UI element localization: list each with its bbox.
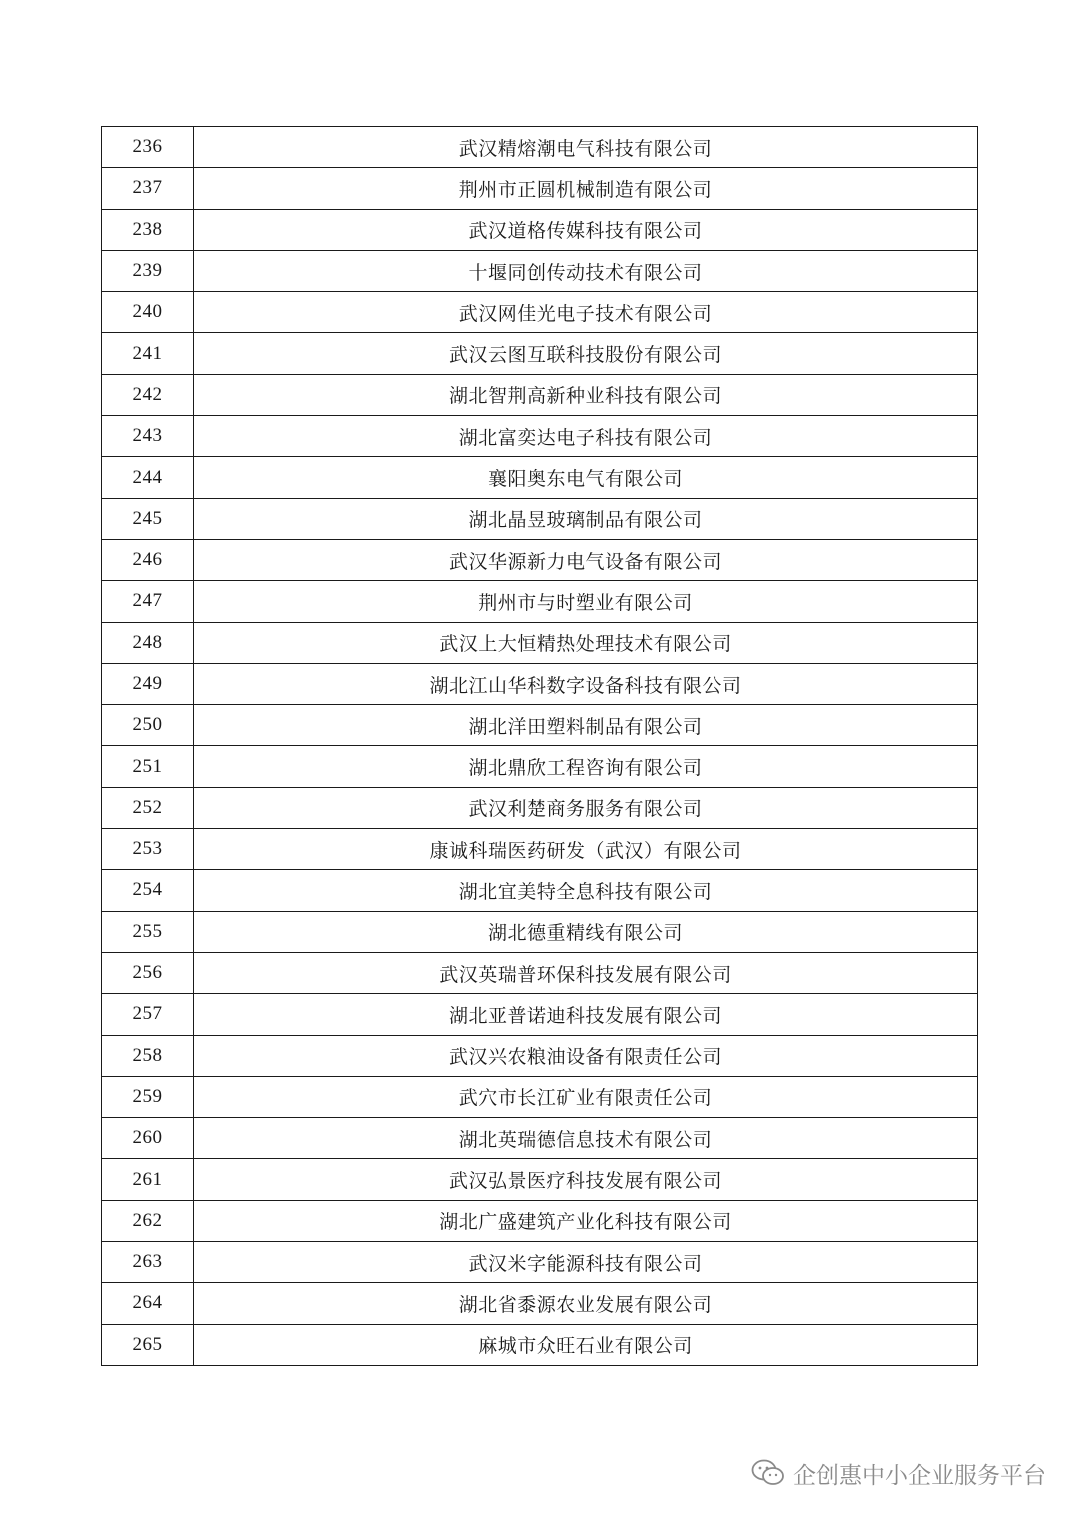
company-name-cell: 湖北洋田塑料制品有限公司	[194, 705, 978, 746]
table-row	[102, 416, 978, 457]
row-number-cell: 254	[102, 870, 194, 911]
company-name-cell: 湖北智荆高新种业科技有限公司	[194, 374, 978, 415]
company-name-cell: 湖北晶昱玻璃制品有限公司	[194, 498, 978, 539]
table-row	[102, 1324, 978, 1365]
row-number-cell: 240	[102, 292, 194, 333]
table-row	[102, 622, 978, 663]
table-row	[102, 1283, 978, 1324]
row-number-cell: 249	[102, 663, 194, 704]
table-row	[102, 250, 978, 291]
row-number-cell: 245	[102, 498, 194, 539]
row-number-cell: 252	[102, 787, 194, 828]
company-name-cell: 湖北鼎欣工程咨询有限公司	[194, 746, 978, 787]
company-name-cell: 武汉华源新力电气设备有限公司	[194, 539, 978, 580]
company-name-cell: 荆州市正圆机械制造有限公司	[194, 168, 978, 209]
company-name-cell: 湖北广盛建筑产业化科技有限公司	[194, 1200, 978, 1241]
table-row	[102, 870, 978, 911]
company-name-cell: 湖北江山华科数字设备科技有限公司	[194, 663, 978, 704]
wechat-icon	[751, 1459, 785, 1487]
company-name-cell: 武汉云图互联科技股份有限公司	[194, 333, 978, 374]
watermark-text: 企创惠中小企业服务平台	[793, 1462, 1046, 1489]
row-number-cell: 264	[102, 1283, 194, 1324]
watermark	[751, 1457, 1046, 1489]
row-number-cell: 260	[102, 1118, 194, 1159]
row-number-cell: 246	[102, 539, 194, 580]
table-row	[102, 787, 978, 828]
row-number-cell: 239	[102, 250, 194, 291]
company-name-cell: 荆州市与时塑业有限公司	[194, 581, 978, 622]
company-name-cell: 康诚科瑞医药研发（武汉）有限公司	[194, 829, 978, 870]
table-row	[102, 127, 978, 168]
table-row	[102, 1200, 978, 1241]
table-row	[102, 1159, 978, 1200]
company-name-cell: 武汉兴农粮油设备有限责任公司	[194, 1035, 978, 1076]
company-name-cell: 武穴市长江矿业有限责任公司	[194, 1076, 978, 1117]
row-number-cell: 256	[102, 952, 194, 993]
table-row	[102, 994, 978, 1035]
row-number-cell: 243	[102, 416, 194, 457]
company-name-cell: 湖北德重精线有限公司	[194, 911, 978, 952]
row-number-cell: 258	[102, 1035, 194, 1076]
table-row	[102, 1242, 978, 1283]
table-row	[102, 705, 978, 746]
company-name-cell: 麻城市众旺石业有限公司	[194, 1324, 978, 1365]
company-name-cell: 武汉上大恒精热处理技术有限公司	[194, 622, 978, 663]
company-name-cell: 武汉利楚商务服务有限公司	[194, 787, 978, 828]
table-body	[102, 127, 978, 1366]
row-number-cell: 248	[102, 622, 194, 663]
row-number-cell: 244	[102, 457, 194, 498]
row-number-cell: 253	[102, 829, 194, 870]
table-row	[102, 746, 978, 787]
company-name-cell: 湖北富奕达电子科技有限公司	[194, 416, 978, 457]
table-row	[102, 1076, 978, 1117]
row-number-cell: 236	[102, 127, 194, 168]
table-row	[102, 209, 978, 250]
company-name-cell: 武汉米字能源科技有限公司	[194, 1242, 978, 1283]
company-name-cell: 武汉精熔潮电气科技有限公司	[194, 127, 978, 168]
company-name-cell: 武汉英瑞普环保科技发展有限公司	[194, 952, 978, 993]
row-number-cell: 251	[102, 746, 194, 787]
table-row	[102, 539, 978, 580]
row-number-cell: 247	[102, 581, 194, 622]
row-number-cell: 250	[102, 705, 194, 746]
table-row	[102, 581, 978, 622]
company-list-table	[101, 126, 978, 1366]
row-number-cell: 259	[102, 1076, 194, 1117]
table-row	[102, 498, 978, 539]
row-number-cell: 238	[102, 209, 194, 250]
table-row	[102, 168, 978, 209]
table-row	[102, 1035, 978, 1076]
row-number-cell: 262	[102, 1200, 194, 1241]
row-number-cell: 263	[102, 1242, 194, 1283]
row-number-cell: 261	[102, 1159, 194, 1200]
company-name-cell: 湖北宜美特全息科技有限公司	[194, 870, 978, 911]
company-name-cell: 湖北英瑞德信息技术有限公司	[194, 1118, 978, 1159]
company-name-cell: 襄阳奥东电气有限公司	[194, 457, 978, 498]
table-row	[102, 911, 978, 952]
row-number-cell: 242	[102, 374, 194, 415]
table-row	[102, 1118, 978, 1159]
table-row	[102, 374, 978, 415]
row-number-cell: 265	[102, 1324, 194, 1365]
company-name-cell: 武汉网佳光电子技术有限公司	[194, 292, 978, 333]
table-row	[102, 333, 978, 374]
table-row	[102, 457, 978, 498]
row-number-cell: 241	[102, 333, 194, 374]
company-name-cell: 十堰同创传动技术有限公司	[194, 250, 978, 291]
row-number-cell: 255	[102, 911, 194, 952]
row-number-cell: 257	[102, 994, 194, 1035]
company-name-cell: 武汉道格传媒科技有限公司	[194, 209, 978, 250]
company-name-cell: 湖北亚普诺迪科技发展有限公司	[194, 994, 978, 1035]
company-name-cell: 武汉弘景医疗科技发展有限公司	[194, 1159, 978, 1200]
row-number-cell: 237	[102, 168, 194, 209]
company-name-cell: 湖北省黍源农业发展有限公司	[194, 1283, 978, 1324]
table-row	[102, 952, 978, 993]
table-row	[102, 292, 978, 333]
table-row	[102, 663, 978, 704]
table-row	[102, 829, 978, 870]
